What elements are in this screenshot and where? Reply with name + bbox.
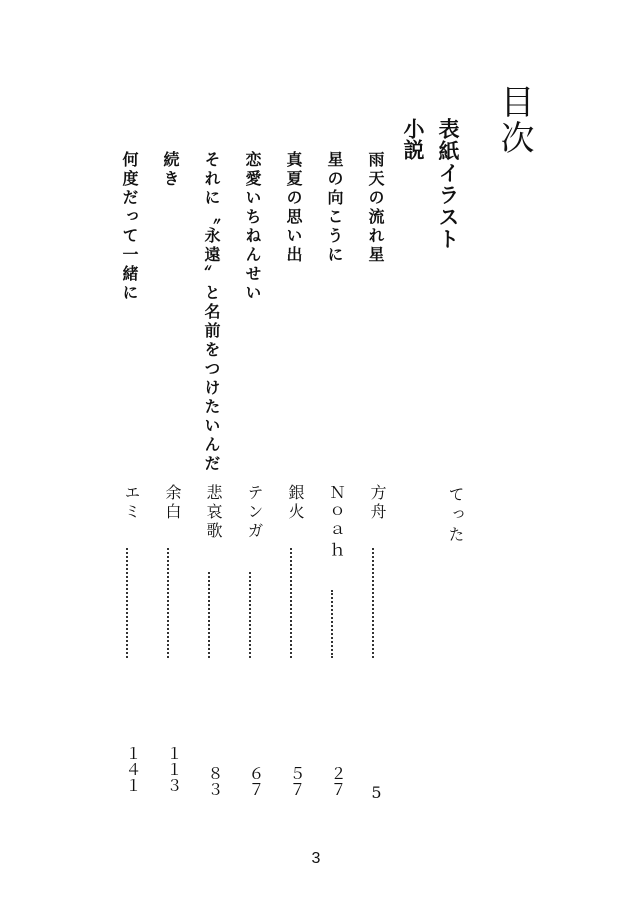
entry-title: 続き [161, 151, 180, 189]
entry-author: 銀火 [286, 484, 305, 522]
entry-page: 5 [367, 783, 386, 802]
entry-author: テンガ [245, 484, 264, 541]
leader-dots [249, 572, 257, 658]
entry-title: 何度だって一緒に [120, 151, 139, 303]
leader-dots [167, 548, 175, 658]
entry-page: ５７ [287, 765, 306, 797]
entry-author: 余白 [163, 484, 182, 522]
entry-page: １４１ [123, 745, 142, 793]
page-number: 3 [311, 850, 321, 867]
section-heading-novels: 小説 [401, 118, 425, 160]
entry-page: ８３ [205, 765, 224, 797]
entry-title: それに〝永遠〟と名前をつけたいんだ [202, 151, 221, 474]
entry-author: 方舟 [368, 484, 387, 522]
cover-illustration-author: てった [446, 486, 465, 546]
leader-dots [290, 548, 298, 658]
entry-page: ６７ [246, 765, 265, 797]
leader-dots [126, 548, 134, 658]
entry-title: 真夏の思い出 [284, 151, 303, 265]
leader-dots [331, 590, 339, 658]
entry-title: 雨天の流れ星 [366, 151, 385, 265]
toc-title: 目次 [494, 84, 534, 156]
entry-page: ２７ [328, 765, 347, 797]
cover-illustration-label: 表紙イラスト [436, 118, 460, 250]
entry-title: 恋愛いちねんせい [243, 151, 262, 303]
entry-author: エミ [122, 484, 141, 522]
entry-page: １１３ [164, 745, 183, 793]
entry-author: 悲哀歌 [204, 484, 223, 541]
entry-title: 星の向こうに [325, 151, 344, 265]
leader-dots [372, 548, 380, 658]
leader-dots [208, 572, 216, 658]
entry-author: Ｎｏａｈ [327, 484, 346, 560]
